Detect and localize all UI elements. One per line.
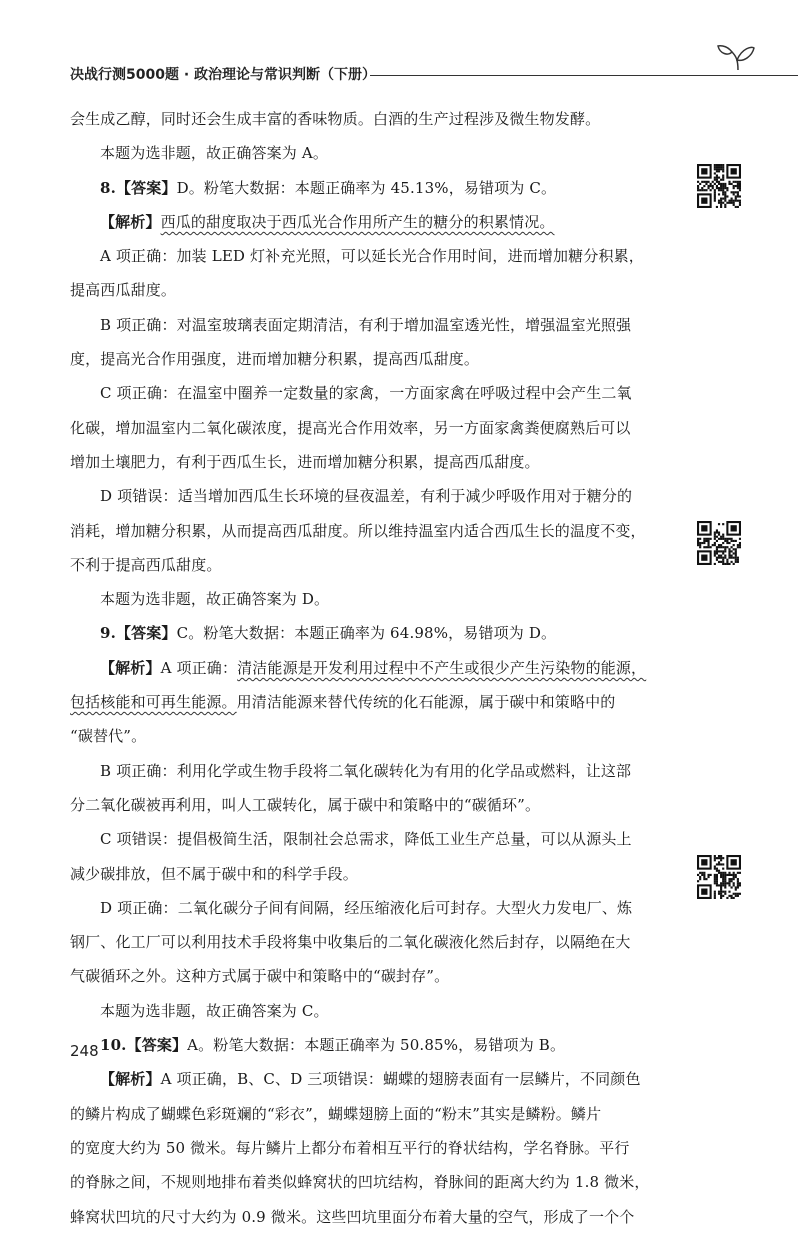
- text-line: 本题为选非题，故正确答案为 C。: [100, 1001, 329, 1020]
- text-line: B 项正确：利用化学或生物手段将二氧化碳转化为有用的化学品或燃料，让这部: [100, 761, 632, 780]
- analysis-line: 【解析】A 项正确：清洁能源是开发利用过程中不产生或很少产生污染物的能源，: [100, 658, 647, 677]
- text-line: “碳替代”。: [70, 727, 147, 746]
- text-line: 不利于提高西瓜甜度。: [70, 555, 222, 574]
- text-line: 包括核能和可再生能源。用清洁能源来替代传统的化石能源，属于碳中和策略中的: [70, 693, 616, 712]
- text-line: D 项错误：适当增加西瓜生长环境的昼夜温差，有利于减少呼吸作用对于糖分的: [100, 487, 633, 506]
- text-line: 蜂窝状凹坑的尺寸大约为 0.9 微米。这些凹坑里面分布着大量的空气，形成了一个个: [70, 1207, 635, 1226]
- text-line: 度，提高光合作用强度，进而增加糖分积累，提高西瓜甜度。: [70, 350, 480, 369]
- text-line: B 项正确：对温室玻璃表面定期清洁，有利于增加温室透光性，增强温室光照强: [100, 315, 632, 334]
- answer-line-q9: 9.【答案】C。粉笔大数据：本题正确率为 64.98%，易错项为 D。: [100, 624, 557, 643]
- text-line: 本题为选非题，故正确答案为 A。: [100, 144, 329, 163]
- text-line: 化碳，增加温室内二氧化碳浓度，提高光合作用效率，另一方面家禽粪便腐熟后可以: [70, 418, 631, 437]
- text-line: 减少碳排放，但不属于碳中和的科学手段。: [70, 864, 358, 883]
- qr-code-q8[interactable]: [697, 164, 741, 208]
- text-line: 气碳循环之外。这种方式属于碳中和策略中的“碳封存”。: [70, 967, 450, 986]
- answer-line-q10: 10.【答案】A。粉笔大数据：本题正确率为 50.85%，易错项为 B。: [100, 1036, 566, 1055]
- text-line: C 项错误：提倡极简生活，限制社会总需求，降低工业生产总量，可以从源头上: [100, 830, 632, 849]
- answer-line-q8: 8.【答案】D。粉笔大数据：本题正确率为 45.13%，易错项为 C。: [100, 178, 557, 197]
- text-line: 的宽度大约为 50 微米。每片鳞片上都分布着相互平行的脊状结构，学名脊脉。平行: [70, 1138, 630, 1157]
- text-line: A 项正确：加装 LED 灯补充光照，可以延长光合作用时间，进而增加糖分积累，: [100, 247, 644, 266]
- text-line: 提高西瓜甜度。: [70, 281, 177, 300]
- analysis-line: 【解析】西瓜的甜度取决于西瓜光合作用所产生的糖分的积累情况。: [100, 212, 555, 231]
- running-header: [70, 64, 750, 86]
- book-title: 决战行测5000题 · 政治理论与常识判断（下册）: [70, 67, 377, 83]
- text-line: C 项正确：在温室中圈养一定数量的家禽，一方面家禽在呼吸过程中会产生二氧: [100, 384, 632, 403]
- text-line: 钢厂、化工厂可以利用技术手段将集中收集后的二氧化碳液化然后封存，以隔绝在大: [70, 933, 631, 952]
- page-number: 248: [70, 1042, 99, 1060]
- text-line: 的鳞片构成了蝴蝶色彩斑斓的“彩衣”，蝴蝶翅膀上面的“粉末”其实是鳞粉。鳞片: [70, 1104, 602, 1123]
- text-line: D 项正确：二氧化碳分子间有间隔，经压缩液化后可封存。大型火力发电厂、炼: [100, 898, 633, 917]
- text-line: 分二氧化碳被再利用，叫人工碳转化，属于碳中和策略中的“碳循环”。: [70, 795, 541, 814]
- text-line: 消耗，增加糖分积累，从而提高西瓜甜度。所以维持温室内适合西瓜生长的温度不变，: [70, 521, 646, 540]
- text-line: 会生成乙醇，同时还会生成丰富的香味物质。白酒的生产过程涉及微生物发酵。: [70, 110, 601, 128]
- answer-explanations: [70, 102, 670, 1234]
- header-rule: [370, 75, 798, 76]
- qr-code-q9[interactable]: [697, 521, 741, 565]
- analysis-line: 【解析】A 项正确，B、C、D 三项错误：蝴蝶的翅膀表面有一层鳞片，不同颜色: [100, 1070, 641, 1089]
- text-line: 的脊脉之间，不规则地排布着类似蜂窝状的凹坑结构，脊脉间的距离大约为 1.8 微米，: [70, 1173, 650, 1192]
- text-line: 本题为选非题，故正确答案为 D。: [100, 590, 330, 609]
- sprout-icon: [716, 38, 756, 72]
- text-line: 增加土壤肥力，有利于西瓜生长，进而增加糖分积累，提高西瓜甜度。: [70, 452, 540, 471]
- qr-code-q10[interactable]: [697, 855, 741, 899]
